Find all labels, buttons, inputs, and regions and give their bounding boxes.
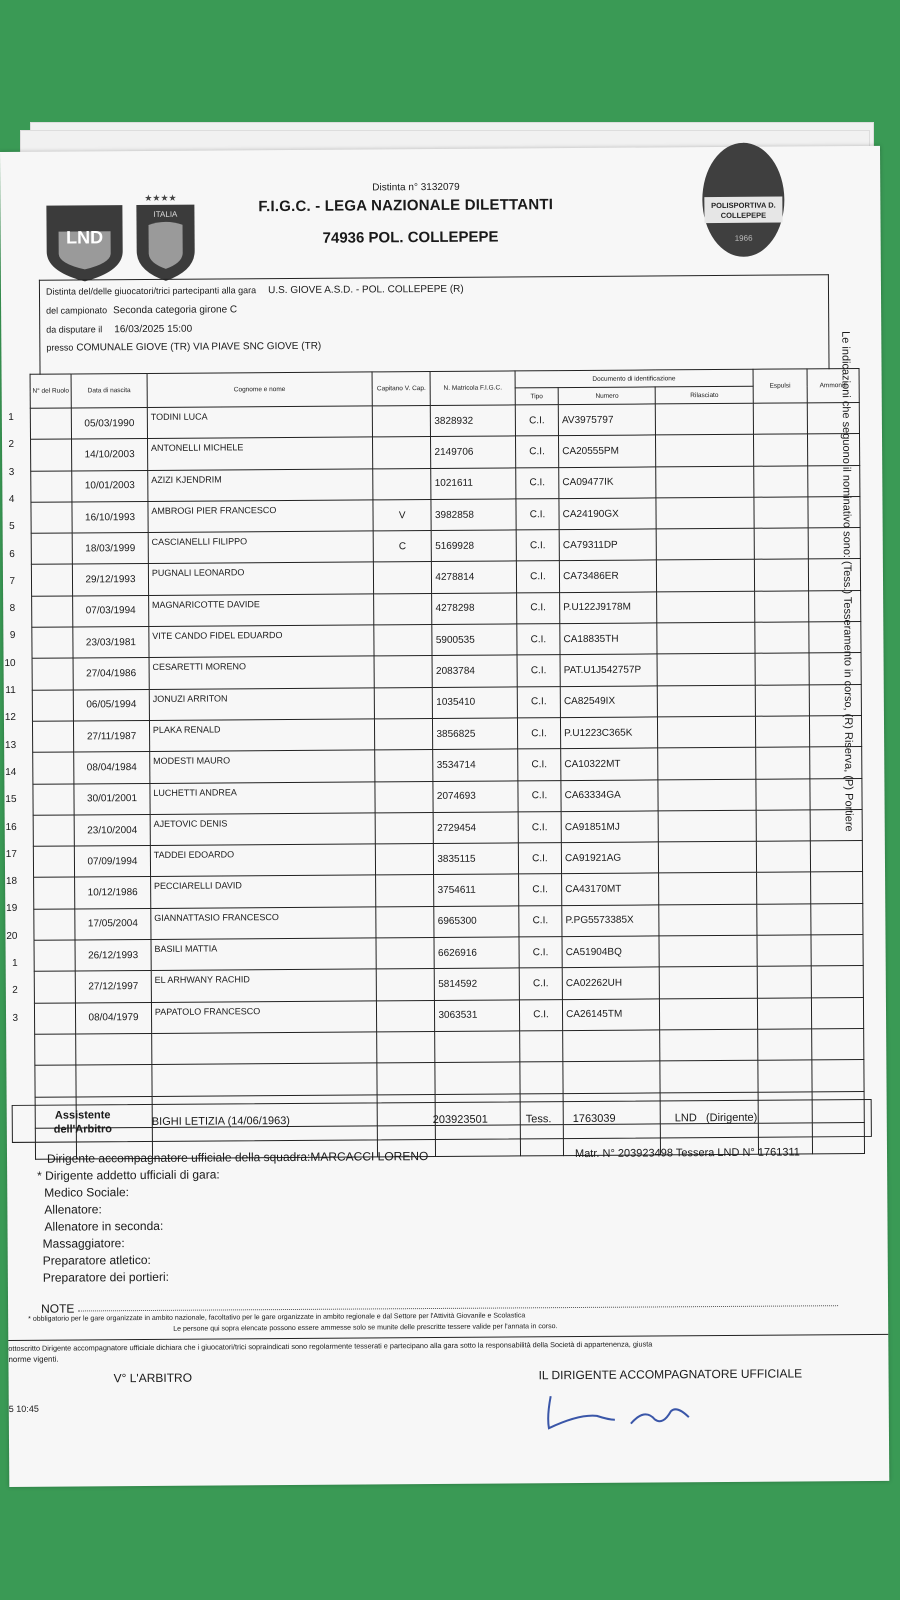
cell-ruolo <box>32 627 73 659</box>
cell-ruolo <box>31 471 72 503</box>
italia-logo-text: ITALIA <box>153 209 178 219</box>
championship: Seconda categoria girone C <box>113 304 238 317</box>
massaggiatore: Massaggiatore: <box>42 1236 125 1251</box>
cell-ammoniti <box>811 903 863 935</box>
cell-birthdate: 16/10/1993 <box>72 501 148 533</box>
cell-ruolo <box>31 564 72 596</box>
declaration-divider <box>8 1334 888 1341</box>
cell-rilasciato <box>658 685 756 717</box>
manager-signature <box>539 1385 709 1436</box>
cell-espulsi <box>756 872 810 904</box>
cell-matricola: 1021611 <box>431 468 516 500</box>
cell-doc-number: P.U122J9178M <box>560 592 658 624</box>
cell-rilasciato <box>659 904 757 936</box>
allenatore: Allenatore: <box>44 1202 102 1217</box>
cell-matricola: 3063531 <box>435 1000 520 1032</box>
cell-player-name: VITE CANDO FIDEL EDUARDO <box>149 625 374 658</box>
cell-matricola: 4278298 <box>432 593 517 625</box>
assistant-role: LND (Dirigente) <box>674 1111 758 1125</box>
cell-birthdate: 07/09/1994 <box>74 846 150 878</box>
cell-birthdate: 08/04/1979 <box>76 1002 152 1034</box>
cell-matricola: 5169928 <box>432 530 517 562</box>
cell-captain <box>376 906 435 938</box>
cell-birthdate: 10/12/1986 <box>75 877 151 909</box>
cell-ammoniti <box>811 872 863 904</box>
cell-doc-number: CA02262UH <box>562 967 660 999</box>
cell-rilasciato <box>660 998 758 1030</box>
cell-captain <box>374 593 433 625</box>
svg-text:POLISPORTIVA D.: POLISPORTIVA D. <box>711 200 776 211</box>
cell-doc-number: CA18835TH <box>560 623 658 655</box>
cell-matricola: 2083784 <box>432 655 517 687</box>
col-espulsi: Espulsi <box>753 369 807 403</box>
label-presso: presso <box>46 342 74 353</box>
match-sheet <box>0 146 889 1487</box>
row-number: 3 <box>8 466 15 478</box>
cell-doc-number <box>563 1061 661 1093</box>
cell-doc-type: C.I. <box>518 811 561 843</box>
note-label: NOTE <box>41 1301 75 1316</box>
col-rilasciato: Rilasciato <box>656 386 754 404</box>
cell-ruolo <box>30 408 71 440</box>
col-documento: Documento di identificazione <box>515 369 753 388</box>
assistant-matricola: 203923501 <box>432 1113 488 1127</box>
cell-birthdate <box>76 1033 152 1065</box>
cell-player-name: BASILI MATTIA <box>151 938 376 971</box>
cell-captain <box>376 969 435 1001</box>
assistant-name: BIGHI LETIZIA (14/06/1963) <box>151 1114 291 1128</box>
cell-player-name: PLAKA RENALD <box>149 719 374 752</box>
preparatore-atletico: Preparatore atletico: <box>42 1252 151 1268</box>
cell-espulsi <box>754 528 808 560</box>
cell-doc-type: C.I. <box>516 530 559 562</box>
row-number: 2 <box>12 985 18 997</box>
cell-doc-number: CA20555PM <box>559 435 657 467</box>
cell-rilasciato <box>660 967 758 999</box>
cell-espulsi <box>754 465 808 497</box>
lnd-logo-text: LND <box>66 227 104 248</box>
cell-doc-number: AV3975797 <box>558 404 656 436</box>
row-number: 1 <box>8 411 14 423</box>
cell-ruolo <box>32 658 73 690</box>
cell-ruolo <box>34 971 75 1003</box>
cell-doc-type: C.I. <box>517 749 560 781</box>
col-nome: Cognome e nome <box>147 372 372 408</box>
cell-matricola: 3534714 <box>433 749 518 781</box>
cell-espulsi <box>756 810 810 842</box>
cell-espulsi <box>755 685 809 717</box>
cell-ammoniti <box>812 1028 864 1060</box>
cell-rilasciato <box>658 779 756 811</box>
match-info <box>39 274 830 375</box>
cell-rilasciato <box>656 497 754 529</box>
cell-doc-number: CA82549IX <box>560 686 658 718</box>
medico-sociale: Medico Sociale: <box>44 1185 130 1200</box>
cell-doc-type: C.I. <box>517 624 560 656</box>
cell-doc-type: C.I. <box>519 968 562 1000</box>
footnote-1: * obbligatorio per le gare organizzate in ambito nazionale, facoltativo per le gare organizzate in ambito regionale e dal Settore per l'Attività Giovanile e Scolastica <box>28 1312 526 1323</box>
cell-birthdate: 05/03/1990 <box>71 407 147 439</box>
col-ruolo: N° del Ruolo <box>30 374 71 408</box>
cell-rilasciato <box>659 841 757 873</box>
declaration-1: ottoscritto Dirigente accompagnatore ufficiale dichiara che i giuocatori/trici sopraindicati sono regolarmente tesserati e partecipano alla gara sotto la responsabilità della Società di appartenenza, giusta <box>8 1339 653 1353</box>
cell-matricola: 5814592 <box>435 968 520 1000</box>
cell-birthdate: 23/10/2004 <box>74 814 150 846</box>
col-capitano: Capitano V. Cap. <box>372 372 431 406</box>
cell-player-name: TADDEI EDOARDO <box>150 844 375 877</box>
cell-player-name <box>152 1063 377 1096</box>
cell-captain <box>376 938 435 970</box>
referee-signature-label: V° L'ARBITRO <box>113 1370 193 1386</box>
cell-espulsi <box>757 935 811 967</box>
cell-player-name: JONUZI ARRITON <box>149 688 374 721</box>
cell-captain <box>377 1063 436 1095</box>
cell-rilasciato <box>657 591 755 623</box>
match-teams: U.S. GIOVE A.S.D. - POL. COLLEPEPE (R) <box>268 283 464 297</box>
legend-side-note: Le indicazioni che seguono il nominativo sono: (Tess.) Tesseramento in corso, (R) Riserva, (P) Portiere <box>839 331 855 832</box>
cell-doc-type: C.I. <box>517 686 560 718</box>
cell-birthdate: 26/12/1993 <box>75 940 151 972</box>
cell-birthdate: 27/12/1997 <box>75 971 151 1003</box>
footnote-2: Le persone qui sopra elencate possono essere ammesse solo se munite delle prescritte tessere valide per l'annata in corso. <box>173 1323 558 1333</box>
cell-ruolo <box>35 1065 76 1097</box>
row-number: 20 <box>6 930 18 942</box>
cell-rilasciato <box>657 560 755 592</box>
cell-player-name: LUCHETTI ANDREA <box>150 781 375 814</box>
cell-ruolo <box>31 533 72 565</box>
assistant-doc-type: Tess. <box>525 1113 552 1126</box>
cell-espulsi <box>757 997 811 1029</box>
cell-doc-number: CA63334GA <box>561 779 659 811</box>
cell-doc-type: C.I. <box>518 874 561 906</box>
cell-matricola: 3754611 <box>434 874 519 906</box>
cell-rilasciato <box>659 873 757 905</box>
cell-captain <box>375 844 434 876</box>
cell-captain <box>373 562 432 594</box>
cell-espulsi <box>758 1060 812 1092</box>
cell-rilasciato <box>658 716 756 748</box>
cell-doc-type: C.I. <box>517 718 560 750</box>
row-number: 8 <box>9 602 16 615</box>
distinta-number: Distinta n° 3132079 <box>372 181 460 194</box>
cell-rilasciato <box>657 622 755 654</box>
cell-matricola: 1035410 <box>433 687 518 719</box>
cell-rilasciato <box>659 935 757 967</box>
cell-espulsi <box>756 841 810 873</box>
cell-ruolo <box>34 940 75 972</box>
cell-doc-type <box>520 1062 563 1094</box>
cell-doc-number: P.U1223C365K <box>561 717 659 749</box>
row-number: 10 <box>4 657 16 669</box>
cell-player-name: PUGNALI LEONARDO <box>148 562 373 595</box>
cell-doc-number: CA10322MT <box>561 748 659 780</box>
cell-ruolo <box>34 877 75 909</box>
cell-captain <box>374 656 433 688</box>
cell-matricola: 3835115 <box>434 843 519 875</box>
cell-doc-number: CA73486ER <box>559 560 657 592</box>
cell-espulsi <box>754 559 808 591</box>
cell-doc-type: C.I. <box>519 999 562 1031</box>
cell-captain <box>375 750 434 782</box>
label-data: da disputare il <box>46 324 103 335</box>
cell-ruolo <box>32 721 73 753</box>
row-number: 15 <box>5 794 17 806</box>
cell-espulsi <box>756 747 810 779</box>
cell-birthdate: 29/12/1993 <box>73 564 149 596</box>
players-table <box>30 368 865 1160</box>
cell-espulsi <box>754 497 808 529</box>
cell-doc-type: C.I. <box>516 561 559 593</box>
row-number: 13 <box>4 739 17 751</box>
manager-signature-label: IL DIRIGENTE ACCOMPAGNATORE UFFICIALE <box>538 1366 803 1383</box>
cell-player-name: MODESTI MAURO <box>150 750 375 783</box>
lnd-logo <box>44 201 125 284</box>
cell-matricola: 4278814 <box>432 561 517 593</box>
cell-espulsi <box>755 653 809 685</box>
cell-doc-type: C.I. <box>519 905 562 937</box>
cell-captain <box>374 687 433 719</box>
row-number: 3 <box>12 1012 19 1024</box>
cell-doc-number: CA79311DP <box>559 529 657 561</box>
cell-espulsi <box>757 966 811 998</box>
badge-year: 1966 <box>734 233 753 243</box>
cell-doc-type: C.I. <box>515 436 558 468</box>
col-numero: Numero <box>558 387 656 405</box>
svg-text:COLLEPEPE: COLLEPEPE <box>720 210 767 220</box>
cell-espulsi <box>754 591 808 623</box>
row-number: 7 <box>9 575 16 587</box>
row-number: 19 <box>6 903 18 915</box>
cell-matricola: 6626916 <box>434 937 519 969</box>
cell-birthdate: 10/01/2003 <box>72 470 148 502</box>
cell-birthdate: 06/05/1994 <box>73 689 149 721</box>
assistant-doc-number: 1763039 <box>572 1112 616 1126</box>
declaration-2: norme vigenti. <box>8 1354 59 1364</box>
cell-matricola: 2149706 <box>431 436 516 468</box>
cell-ammoniti <box>811 935 863 967</box>
cell-rilasciato <box>656 466 754 498</box>
cell-birthdate: 23/03/1981 <box>73 627 149 659</box>
cell-ammoniti <box>812 1060 864 1092</box>
row-number: 14 <box>5 766 17 778</box>
cell-birthdate: 08/04/1984 <box>74 752 150 784</box>
cell-matricola <box>435 1062 520 1094</box>
col-tipo: Tipo <box>515 388 558 405</box>
cell-captain <box>373 468 432 500</box>
cell-ruolo <box>33 846 74 878</box>
cell-doc-type: C.I. <box>517 655 560 687</box>
note-line <box>78 1305 838 1311</box>
cell-doc-type <box>519 1031 562 1063</box>
cell-doc-type: C.I. <box>516 498 559 530</box>
cell-espulsi <box>753 403 807 435</box>
cell-player-name: GIANNATTASIO FRANCESCO <box>151 907 376 940</box>
cell-doc-number: P.PG5573385X <box>562 905 660 937</box>
row-number: 18 <box>5 875 18 888</box>
row-number: 11 <box>5 684 16 696</box>
label-gara: Distinta del/delle giuocatori/trici partecipanti alla gara <box>45 285 257 297</box>
cell-doc-number: CA26145TM <box>563 999 661 1031</box>
cell-ruolo <box>31 502 72 534</box>
cell-player-name <box>152 1032 377 1065</box>
cell-rilasciato <box>658 654 756 686</box>
cell-doc-type: C.I. <box>515 405 558 437</box>
cell-doc-number: CA43170MT <box>562 873 660 905</box>
cell-espulsi <box>755 716 809 748</box>
cell-doc-type: C.I. <box>516 592 559 624</box>
cell-matricola <box>435 1031 520 1063</box>
col-ammoniti: Ammoniti <box>807 369 859 403</box>
assistant-label: Assistente dell'Arbitro <box>53 1109 112 1136</box>
cell-birthdate: 07/03/1994 <box>73 595 149 627</box>
cell-ammoniti <box>811 966 863 998</box>
cell-rilasciato <box>660 1060 758 1092</box>
cell-captain: C <box>373 531 432 563</box>
col-matricola: N. Matricola F.I.G.C. <box>430 371 515 406</box>
svg-text:★★★★: ★★★★ <box>144 192 177 203</box>
cell-captain <box>374 718 433 750</box>
cell-rilasciato <box>656 435 754 467</box>
cell-ruolo <box>31 439 72 471</box>
venue: COMUNALE GIOVE (TR) VIA PIAVE SNC GIOVE (TR) <box>76 340 322 354</box>
allenatore-seconda: Allenatore in seconda: <box>44 1218 164 1234</box>
cell-captain <box>372 405 431 437</box>
cell-matricola: 3982858 <box>431 499 516 531</box>
cell-ruolo <box>32 690 73 722</box>
cell-birthdate: 30/01/2001 <box>74 783 150 815</box>
cell-doc-number: CA24190GX <box>559 498 657 530</box>
cell-captain <box>374 625 433 657</box>
dirigente-ufficiale: Dirigente accompagnatore ufficiale della squadra:MARCACCI LORENO <box>46 1149 429 1166</box>
cell-player-name: AZIZI KJENDRIM <box>148 468 373 501</box>
cell-birthdate: 14/10/2003 <box>72 439 148 471</box>
cell-captain: V <box>373 499 432 531</box>
col-nascita: Data di nascita <box>71 373 147 408</box>
figc-italia-logo <box>134 191 197 283</box>
row-number: 12 <box>4 712 16 724</box>
cell-doc-type: C.I. <box>519 937 562 969</box>
cell-doc-number: CA91921AG <box>561 842 659 874</box>
cell-ruolo <box>33 815 74 847</box>
cell-doc-number: CA51904BQ <box>562 936 660 968</box>
cell-captain <box>376 1000 435 1032</box>
cell-player-name: TODINI LUCA <box>147 406 372 439</box>
row-number: 17 <box>5 848 17 860</box>
print-time: 5 10:45 <box>8 1403 39 1414</box>
cell-espulsi <box>758 1029 812 1061</box>
cell-matricola: 5900535 <box>432 624 517 656</box>
dirigente-addetto: * Dirigente addetto ufficiali di gara: <box>37 1167 220 1183</box>
cell-birthdate: 18/03/1999 <box>72 533 148 565</box>
cell-ammoniti <box>811 997 863 1029</box>
cell-doc-number <box>563 1030 661 1062</box>
row-number: 16 <box>5 821 17 833</box>
row-number: 6 <box>9 548 15 560</box>
label-campionato: del campionato <box>46 305 108 316</box>
cell-doc-type: C.I. <box>518 780 561 812</box>
cell-player-name: ANTONELLI MICHELE <box>147 437 372 470</box>
collepepe-badge <box>700 141 787 260</box>
cell-player-name: CESARETTI MORENO <box>149 656 374 689</box>
cell-birthdate: 27/11/1987 <box>74 720 150 752</box>
cell-birthdate: 27/04/1986 <box>73 658 149 690</box>
cell-player-name: EL ARHWANY RACHID <box>151 969 376 1002</box>
cell-matricola: 6965300 <box>434 906 519 938</box>
cell-player-name: CASCIANELLI FILIPPO <box>148 531 373 564</box>
cell-captain <box>375 812 434 844</box>
cell-player-name: AJETOVIC DENIS <box>150 813 375 846</box>
cell-ruolo <box>33 752 74 784</box>
cell-ruolo <box>32 596 73 628</box>
cell-matricola: 2074693 <box>433 780 518 812</box>
cell-doc-type: C.I. <box>516 467 559 499</box>
match-date: 16/03/2025 15:00 <box>114 323 193 336</box>
row-number: 4 <box>8 493 15 505</box>
dirigente-matricola: Matr. N° 203923498 Tessera LND N° 1761311 <box>574 1146 800 1161</box>
preparatore-portieri: Preparatore dei portieri: <box>42 1269 169 1285</box>
cell-ruolo <box>35 1034 76 1066</box>
cell-rilasciato <box>659 810 757 842</box>
cell-rilasciato <box>658 748 756 780</box>
cell-ruolo <box>34 909 75 941</box>
cell-espulsi <box>755 622 809 654</box>
cell-captain <box>377 1031 436 1063</box>
cell-rilasciato <box>656 403 754 435</box>
cell-matricola: 2729454 <box>434 812 519 844</box>
row-number: 9 <box>9 630 16 642</box>
cell-captain <box>375 781 434 813</box>
cell-player-name: PAPATOLO FRANCESCO <box>151 1001 376 1034</box>
team-title: 74936 POL. COLLEPEPE <box>322 228 499 247</box>
cell-rilasciato <box>657 528 755 560</box>
cell-espulsi <box>756 778 810 810</box>
cell-birthdate: 17/05/2004 <box>75 908 151 940</box>
cell-captain <box>372 437 431 469</box>
cell-captain <box>376 875 435 907</box>
cell-doc-number: PAT.U1J542757P <box>560 654 658 686</box>
row-number: 1 <box>12 957 18 969</box>
cell-matricola: 3856825 <box>433 718 518 750</box>
cell-espulsi <box>757 904 811 936</box>
row-number: 2 <box>8 439 15 451</box>
cell-rilasciato <box>660 1029 758 1061</box>
cell-ruolo <box>33 784 74 816</box>
row-number: 5 <box>9 521 15 533</box>
cell-birthdate <box>76 1065 152 1097</box>
league-title: F.I.G.C. - LEGA NAZIONALE DILETTANTI <box>258 196 554 216</box>
cell-ruolo <box>34 1003 75 1035</box>
cell-doc-number: CA09477IK <box>559 467 657 499</box>
cell-matricola: 3828932 <box>431 405 516 437</box>
cell-doc-number: CA91851MJ <box>561 811 659 843</box>
assistant-referee-row <box>12 1099 872 1143</box>
cell-doc-type: C.I. <box>518 843 561 875</box>
cell-player-name: PECCIARELLI DAVID <box>150 875 375 908</box>
cell-espulsi <box>753 434 807 466</box>
cell-player-name: AMBROGI PIER FRANCESCO <box>148 500 373 533</box>
cell-player-name: MAGNARICOTTE DAVIDE <box>148 594 373 627</box>
